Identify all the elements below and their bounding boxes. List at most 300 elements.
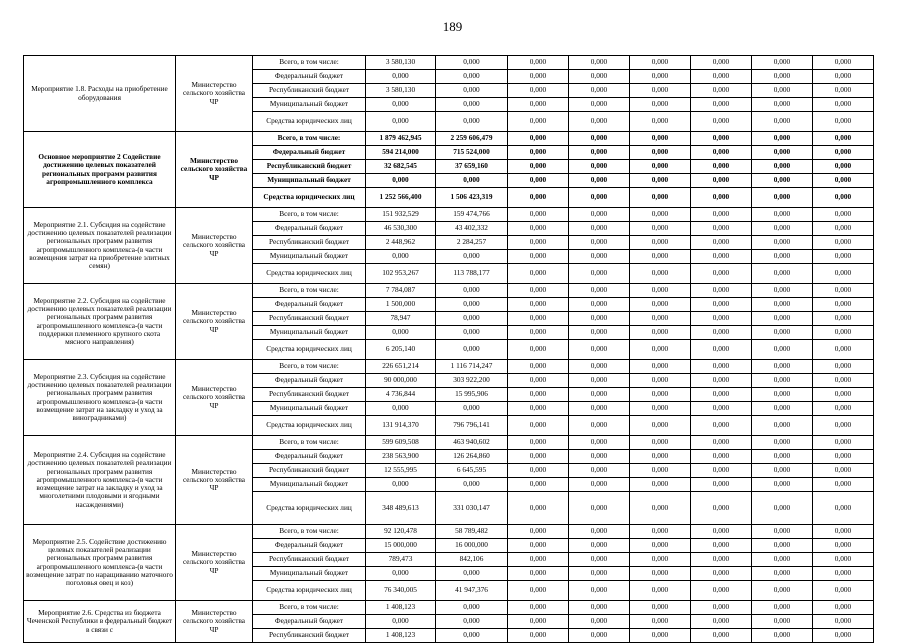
amount-cell: 0,000 [508,615,569,629]
amount-cell: 0,000 [569,312,630,326]
amount-cell: 0,000 [630,70,691,84]
amount-cell: 0,000 [436,250,508,264]
budget-table [23,55,874,643]
amount-cell: 0,000 [366,98,436,112]
amount-cell: 0,000 [569,478,630,492]
amount-cell: 0,000 [630,374,691,388]
amount-cell: 331 030,147 [436,492,508,525]
amount-cell: 0,000 [366,250,436,264]
funding-source: Федеральный бюджет [253,539,366,553]
amount-cell: 238 563,900 [366,450,436,464]
table-row [24,601,874,615]
amount-cell: 0,000 [508,112,569,132]
amount-cell: 0,000 [813,388,874,402]
amount-cell: 0,000 [752,360,813,374]
amount-cell: 0,000 [569,98,630,112]
funding-source: Республиканский бюджет [253,553,366,567]
amount-cell: 0,000 [436,56,508,70]
amount-cell: 0,000 [569,360,630,374]
amount-cell: 0,000 [813,188,874,208]
amount-cell: 0,000 [813,450,874,464]
amount-cell: 0,000 [366,478,436,492]
amount-cell: 3 580,130 [366,84,436,98]
funding-source: Федеральный бюджет [253,146,366,160]
funding-source: Федеральный бюджет [253,70,366,84]
amount-cell: 789,473 [366,553,436,567]
amount-cell: 0,000 [752,340,813,360]
amount-cell: 0,000 [436,112,508,132]
funding-source: Средства юридических лиц [253,416,366,436]
table-row [24,360,874,374]
amount-cell: 0,000 [366,326,436,340]
amount-cell: 0,000 [752,615,813,629]
executor-name: Министерство сельского хозяйства ЧР [176,56,253,132]
amount-cell: 0,000 [366,615,436,629]
amount-cell: 0,000 [569,250,630,264]
amount-cell: 0,000 [569,326,630,340]
amount-cell: 0,000 [630,436,691,450]
amount-cell: 0,000 [752,188,813,208]
amount-cell: 0,000 [508,539,569,553]
amount-cell: 0,000 [436,478,508,492]
executor-name: Министерство сельского хозяйства ЧР [176,132,253,208]
amount-cell: 0,000 [691,112,752,132]
funding-source: Всего, в том числе: [253,525,366,539]
amount-cell: 0,000 [436,84,508,98]
amount-cell: 0,000 [691,160,752,174]
amount-cell: 0,000 [752,250,813,264]
funding-source: Республиканский бюджет [253,312,366,326]
amount-cell: 0,000 [630,388,691,402]
funding-source: Республиканский бюджет [253,160,366,174]
amount-cell: 126 264,860 [436,450,508,464]
amount-cell: 0,000 [569,56,630,70]
amount-cell: 102 953,267 [366,264,436,284]
amount-cell: 0,000 [752,539,813,553]
amount-cell: 1 116 714,247 [436,360,508,374]
amount-cell: 1 506 423,319 [436,188,508,208]
amount-cell: 0,000 [752,436,813,450]
amount-cell: 0,000 [813,112,874,132]
amount-cell: 0,000 [752,553,813,567]
amount-cell: 0,000 [691,340,752,360]
amount-cell: 0,000 [569,553,630,567]
amount-cell: 0,000 [752,112,813,132]
amount-cell: 2 448,962 [366,236,436,250]
amount-cell: 0,000 [436,174,508,188]
amount-cell: 2 284,257 [436,236,508,250]
measure-name: Мероприятие 2.2. Субсидия на содействие достижению целевых показателей реализации региональных программ развития агропромышленного комплекса-(в части поддержки племенного крупного скота мясного направления) [24,284,176,360]
amount-cell: 0,000 [436,402,508,416]
amount-cell: 0,000 [569,112,630,132]
amount-cell: 0,000 [813,553,874,567]
amount-cell: 0,000 [630,132,691,146]
amount-cell: 0,000 [508,188,569,208]
amount-cell: 0,000 [569,436,630,450]
amount-cell: 0,000 [630,312,691,326]
amount-cell: 0,000 [752,450,813,464]
executor-name: Министерство сельского хозяйства ЧР [176,208,253,284]
amount-cell: 0,000 [508,388,569,402]
amount-cell: 0,000 [630,84,691,98]
amount-cell: 0,000 [569,70,630,84]
amount-cell: 0,000 [630,416,691,436]
funding-source: Средства юридических лиц [253,492,366,525]
amount-cell: 0,000 [813,250,874,264]
amount-cell: 78,947 [366,312,436,326]
amount-cell: 92 120,478 [366,525,436,539]
amount-cell: 0,000 [752,492,813,525]
amount-cell: 131 914,370 [366,416,436,436]
amount-cell: 0,000 [691,264,752,284]
amount-cell: 0,000 [630,250,691,264]
amount-cell: 0,000 [569,464,630,478]
amount-cell: 0,000 [752,326,813,340]
amount-cell: 0,000 [752,374,813,388]
amount-cell: 0,000 [813,374,874,388]
amount-cell: 0,000 [691,146,752,160]
amount-cell: 0,000 [508,146,569,160]
amount-cell: 0,000 [813,525,874,539]
funding-source: Муниципальный бюджет [253,478,366,492]
amount-cell: 796 796,141 [436,416,508,436]
amount-cell: 0,000 [813,160,874,174]
funding-source: Республиканский бюджет [253,84,366,98]
amount-cell: 0,000 [752,70,813,84]
funding-source: Всего, в том числе: [253,436,366,450]
amount-cell: 0,000 [813,340,874,360]
amount-cell: 0,000 [691,188,752,208]
amount-cell: 0,000 [508,525,569,539]
amount-cell: 0,000 [436,298,508,312]
amount-cell: 15 995,906 [436,388,508,402]
amount-cell: 0,000 [813,298,874,312]
amount-cell: 0,000 [752,416,813,436]
amount-cell: 0,000 [569,450,630,464]
measure-name: Мероприятие 2.4. Субсидия на содействие достижению целевых показателей реализации региональных программ развития агропромышленного комплекса-(в части возмещение затрат на закладку и уход за многолетними плодовыми и ягодными насаждениями) [24,436,176,525]
amount-cell: 0,000 [366,174,436,188]
executor-name: Министерство сельского хозяйства ЧР [176,284,253,360]
amount-cell: 0,000 [436,326,508,340]
amount-cell: 0,000 [752,629,813,643]
amount-cell: 0,000 [752,264,813,284]
amount-cell: 0,000 [691,70,752,84]
amount-cell: 7 784,087 [366,284,436,298]
funding-source: Всего, в том числе: [253,56,366,70]
amount-cell: 0,000 [569,615,630,629]
amount-cell: 32 682,545 [366,160,436,174]
amount-cell: 0,000 [813,436,874,450]
executor-name: Министерство сельского хозяйства ЧР [176,525,253,601]
amount-cell: 0,000 [508,298,569,312]
amount-cell: 0,000 [630,553,691,567]
amount-cell: 0,000 [813,312,874,326]
amount-cell: 0,000 [752,84,813,98]
amount-cell: 0,000 [508,284,569,298]
amount-cell: 0,000 [813,360,874,374]
amount-cell: 0,000 [752,160,813,174]
amount-cell: 0,000 [813,464,874,478]
funding-source: Федеральный бюджет [253,450,366,464]
amount-cell: 3 580,130 [366,56,436,70]
amount-cell: 0,000 [691,208,752,222]
amount-cell: 0,000 [630,402,691,416]
amount-cell: 0,000 [752,284,813,298]
amount-cell: 0,000 [752,222,813,236]
amount-cell: 0,000 [630,112,691,132]
amount-cell: 0,000 [508,98,569,112]
amount-cell: 0,000 [630,56,691,70]
amount-cell: 463 940,602 [436,436,508,450]
amount-cell: 0,000 [436,567,508,581]
amount-cell: 0,000 [508,340,569,360]
amount-cell: 0,000 [508,70,569,84]
amount-cell: 0,000 [691,601,752,615]
measure-name: Мероприятие 2.3. Субсидия на содействие достижению целевых показателей реализации региональных программ развития агропромышленного комплекса-(в части возмещение затрат на закладку и уход за виноградниками) [24,360,176,436]
amount-cell: 0,000 [752,478,813,492]
amount-cell: 348 489,613 [366,492,436,525]
amount-cell: 0,000 [569,629,630,643]
funding-source: Федеральный бюджет [253,374,366,388]
amount-cell: 0,000 [569,567,630,581]
funding-source: Всего, в том числе: [253,284,366,298]
amount-cell: 0,000 [630,174,691,188]
amount-cell: 0,000 [691,539,752,553]
amount-cell: 0,000 [813,174,874,188]
amount-cell: 0,000 [630,601,691,615]
amount-cell: 0,000 [436,601,508,615]
amount-cell: 594 214,000 [366,146,436,160]
amount-cell: 0,000 [508,567,569,581]
amount-cell: 0,000 [691,250,752,264]
amount-cell: 0,000 [569,298,630,312]
funding-source: Муниципальный бюджет [253,326,366,340]
executor-name: Министерство сельского хозяйства ЧР [176,601,253,643]
amount-cell: 0,000 [630,160,691,174]
amount-cell: 6 205,140 [366,340,436,360]
amount-cell: 0,000 [752,388,813,402]
funding-source: Муниципальный бюджет [253,402,366,416]
amount-cell: 0,000 [508,174,569,188]
amount-cell: 0,000 [691,464,752,478]
funding-source: Федеральный бюджет [253,222,366,236]
amount-cell: 0,000 [630,360,691,374]
amount-cell: 1 879 462,945 [366,132,436,146]
amount-cell: 0,000 [691,416,752,436]
amount-cell: 0,000 [691,222,752,236]
amount-cell: 0,000 [813,264,874,284]
measure-name: Мероприятие 1.8. Расходы на приобретение оборудования [24,56,176,132]
budget-table-body [24,56,874,643]
amount-cell: 0,000 [508,132,569,146]
amount-cell: 0,000 [691,525,752,539]
amount-cell: 0,000 [569,581,630,601]
amount-cell: 0,000 [691,629,752,643]
amount-cell: 0,000 [436,629,508,643]
amount-cell: 0,000 [691,492,752,525]
amount-cell: 0,000 [569,601,630,615]
amount-cell: 0,000 [508,360,569,374]
amount-cell: 0,000 [813,326,874,340]
amount-cell: 0,000 [569,374,630,388]
amount-cell: 0,000 [569,174,630,188]
amount-cell: 1 408,123 [366,629,436,643]
amount-cell: 0,000 [691,360,752,374]
amount-cell: 0,000 [630,146,691,160]
executor-name: Министерство сельского хозяйства ЧР [176,436,253,525]
amount-cell: 0,000 [691,450,752,464]
amount-cell: 0,000 [630,450,691,464]
amount-cell: 0,000 [569,340,630,360]
amount-cell: 226 651,214 [366,360,436,374]
amount-cell: 0,000 [508,312,569,326]
amount-cell: 0,000 [436,340,508,360]
amount-cell: 0,000 [752,208,813,222]
amount-cell: 0,000 [630,236,691,250]
amount-cell: 0,000 [813,416,874,436]
amount-cell: 15 000,000 [366,539,436,553]
amount-cell: 0,000 [630,298,691,312]
amount-cell: 0,000 [630,208,691,222]
amount-cell: 1 500,000 [366,298,436,312]
amount-cell: 0,000 [630,464,691,478]
amount-cell: 0,000 [508,84,569,98]
amount-cell: 0,000 [813,539,874,553]
amount-cell: 0,000 [508,478,569,492]
amount-cell: 0,000 [630,188,691,208]
amount-cell: 0,000 [508,450,569,464]
amount-cell: 0,000 [436,312,508,326]
amount-cell: 0,000 [630,340,691,360]
amount-cell: 0,000 [691,615,752,629]
amount-cell: 37 659,160 [436,160,508,174]
amount-cell: 0,000 [752,525,813,539]
amount-cell: 0,000 [508,56,569,70]
amount-cell: 0,000 [813,629,874,643]
amount-cell: 0,000 [691,174,752,188]
funding-source: Республиканский бюджет [253,388,366,402]
table-row [24,56,874,70]
amount-cell: 159 474,766 [436,208,508,222]
amount-cell: 0,000 [508,402,569,416]
measure-name: Мероприятие 2.6. Средства из бюджета Чеченской Республики в федеральный бюджет в связи с [24,601,176,643]
amount-cell: 0,000 [752,402,813,416]
amount-cell: 0,000 [752,132,813,146]
funding-source: Муниципальный бюджет [253,250,366,264]
amount-cell: 76 340,005 [366,581,436,601]
amount-cell: 0,000 [813,402,874,416]
funding-source: Муниципальный бюджет [253,174,366,188]
amount-cell: 0,000 [630,478,691,492]
measure-name: Мероприятие 2.5. Содействие достижению целевых показателей реализации региональных программ развития агропромышленного комплекса-(в части возмещение затрат по наращиванию маточного поголовья овец и коз) [24,525,176,601]
funding-source: Республиканский бюджет [253,236,366,250]
amount-cell: 0,000 [630,615,691,629]
amount-cell: 0,000 [752,174,813,188]
amount-cell: 0,000 [813,70,874,84]
amount-cell: 0,000 [813,236,874,250]
amount-cell: 0,000 [569,208,630,222]
amount-cell: 0,000 [508,581,569,601]
amount-cell: 0,000 [813,284,874,298]
amount-cell: 0,000 [569,146,630,160]
amount-cell: 0,000 [569,539,630,553]
amount-cell: 0,000 [569,84,630,98]
amount-cell: 0,000 [569,388,630,402]
amount-cell: 0,000 [691,581,752,601]
amount-cell: 12 555,995 [366,464,436,478]
amount-cell: 0,000 [813,581,874,601]
amount-cell: 0,000 [813,615,874,629]
amount-cell: 0,000 [508,208,569,222]
table-row [24,132,874,146]
amount-cell: 0,000 [508,436,569,450]
amount-cell: 0,000 [569,222,630,236]
table-row [24,525,874,539]
amount-cell: 0,000 [630,525,691,539]
amount-cell: 0,000 [366,567,436,581]
amount-cell: 0,000 [630,629,691,643]
amount-cell: 1 408,123 [366,601,436,615]
amount-cell: 0,000 [569,416,630,436]
amount-cell: 113 788,177 [436,264,508,284]
amount-cell: 0,000 [569,284,630,298]
amount-cell: 0,000 [508,629,569,643]
amount-cell: 0,000 [569,132,630,146]
amount-cell: 0,000 [813,146,874,160]
table-row [24,208,874,222]
amount-cell: 0,000 [691,436,752,450]
amount-cell: 0,000 [752,56,813,70]
amount-cell: 0,000 [569,188,630,208]
funding-source: Средства юридических лиц [253,112,366,132]
amount-cell: 0,000 [813,56,874,70]
amount-cell: 0,000 [508,464,569,478]
amount-cell: 0,000 [630,98,691,112]
amount-cell: 0,000 [569,236,630,250]
amount-cell: 0,000 [691,98,752,112]
amount-cell: 0,000 [508,374,569,388]
amount-cell: 0,000 [630,284,691,298]
amount-cell: 303 922,200 [436,374,508,388]
amount-cell: 0,000 [691,402,752,416]
amount-cell: 1 252 566,400 [366,188,436,208]
page-number: 189 [442,19,463,34]
amount-cell: 842,106 [436,553,508,567]
measure-name: Основное мероприятие 2 Содействие достижению целевых показателей региональных программ развития агропромышленного комплекса [24,132,176,208]
amount-cell: 0,000 [813,208,874,222]
funding-source: Всего, в том числе: [253,132,366,146]
amount-cell: 16 000,000 [436,539,508,553]
amount-cell: 0,000 [569,525,630,539]
amount-cell: 0,000 [569,160,630,174]
amount-cell: 0,000 [813,132,874,146]
amount-cell: 2 259 606,479 [436,132,508,146]
funding-source: Средства юридических лиц [253,264,366,284]
amount-cell: 0,000 [508,553,569,567]
funding-source: Муниципальный бюджет [253,98,366,112]
amount-cell: 0,000 [508,250,569,264]
table-row [24,284,874,298]
amount-cell: 0,000 [813,492,874,525]
amount-cell: 0,000 [691,374,752,388]
amount-cell: 0,000 [569,402,630,416]
amount-cell: 151 932,529 [366,208,436,222]
amount-cell: 0,000 [508,264,569,284]
amount-cell: 0,000 [752,464,813,478]
amount-cell: 599 609,508 [366,436,436,450]
amount-cell: 0,000 [813,478,874,492]
amount-cell: 0,000 [752,312,813,326]
